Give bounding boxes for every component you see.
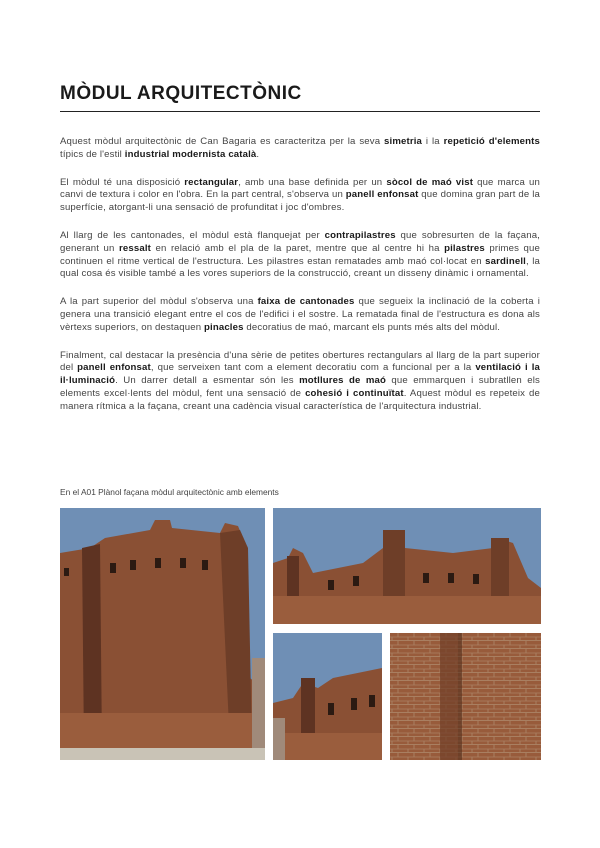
text-run: Finalment, cal destacar la presència d'una sèrie de petites obertures rectangulars al llarg de la part superior del (60, 349, 540, 374)
paragraph-layout (60, 177, 540, 215)
text-run: . (256, 148, 260, 160)
text-run: i la (422, 136, 444, 147)
text-run: que marca un canvi de textura i color en l'obra. En la part central, s'observa un (60, 176, 540, 201)
text-run: en relació amb el pla de la paret, mentre que al centre hi ha (151, 242, 445, 254)
emphasis-term: cohesió i continuïtat (305, 387, 404, 399)
emphasis-term: repetició d'elements (443, 136, 540, 147)
text-run: que segueix la inclinació de la coberta i genera una transició elegant entre el cos de l'edifici i el sostre. La rematada final de l'estructura es dona als vèrtexs superiors, on destaquen (60, 296, 540, 333)
title-divider (60, 111, 540, 112)
paragraph-intro (60, 136, 540, 162)
emphasis-term: sardinell (485, 255, 526, 267)
paragraph-top (60, 296, 540, 334)
paragraph-corners (60, 230, 540, 281)
text-run: El mòdul té una disposició (60, 176, 185, 188)
text-run: , que serveixen tant com a element decoratiu com a funcional per a la (150, 362, 476, 374)
text-run: . Un darrer detall a esmentar són les (115, 375, 300, 387)
text-run: primes que continuen el ritme vertical de l'estructura. Les pilastres estan rematades amb maó col·locat en (60, 242, 540, 267)
text-run: . Aquest mòdul es repeteix de manera rítmica a la façana, creant una cadència visual característica de l'arquitectura industrial. (60, 387, 541, 412)
text-run: , amb una base definida per un (238, 176, 387, 188)
emphasis-term: industrial modernista català (124, 148, 257, 160)
text-run: Aquest mòdul arquitectònic de Can Bagaria es caracteritza per la seva (60, 136, 385, 147)
emphasis-term: pinacles (204, 321, 244, 333)
emphasis-term: pilastres (444, 242, 485, 254)
emphasis-term: ressalt (119, 242, 152, 254)
photo-brick-wall-detail (390, 633, 541, 760)
text-run: que domina gran part de la superfície, atorgant-li una sensació de profunditat i joc d'ombres. (60, 189, 540, 214)
emphasis-term: sòcol de maó vist (386, 176, 474, 188)
photo-corner-detail (273, 633, 382, 760)
emphasis-term: contrapilastres (324, 229, 396, 241)
text-run: Al llarg de les cantonades, el mòdul està flanquejat per (60, 229, 325, 241)
text-run: A la part superior del mòdul s'observa una (60, 296, 258, 308)
text-run: decoratius de maó, marcant els punts més alts del mòdul. (243, 321, 501, 333)
text-run: , la qual cosa és visible també a les vores superiors de la construcció, creant un disseny dinàmic i ornamental. (60, 255, 540, 280)
text-run: que emmarquen i subratllen els elements excel·lents del mòdul, fent una sensació de (60, 375, 540, 399)
emphasis-term: simetria (384, 136, 423, 147)
emphasis-term: panell enfonsat (345, 189, 419, 201)
emphasis-term: ventilació i la il·luminació (60, 362, 540, 387)
emphasis-term: panell enfonsat (77, 362, 151, 374)
body-text (60, 136, 540, 429)
emphasis-term: faixa de cantonades (257, 296, 355, 308)
text-run: que sobresurten de la façana, generant un (60, 229, 540, 254)
emphasis-term: motllures de maó (299, 375, 387, 387)
page-title: MÒDUL ARQUITECTÒNIC (60, 83, 302, 104)
paragraph-openings (60, 350, 540, 414)
photo-tower-facade (60, 508, 265, 760)
emphasis-term: rectangular (184, 176, 239, 188)
figure-caption: En el A01 Plànol façana mòdul arquitectònic amb elements (60, 487, 279, 497)
text-run: típics de l'estil (60, 148, 125, 160)
photo-roofline (273, 508, 541, 624)
